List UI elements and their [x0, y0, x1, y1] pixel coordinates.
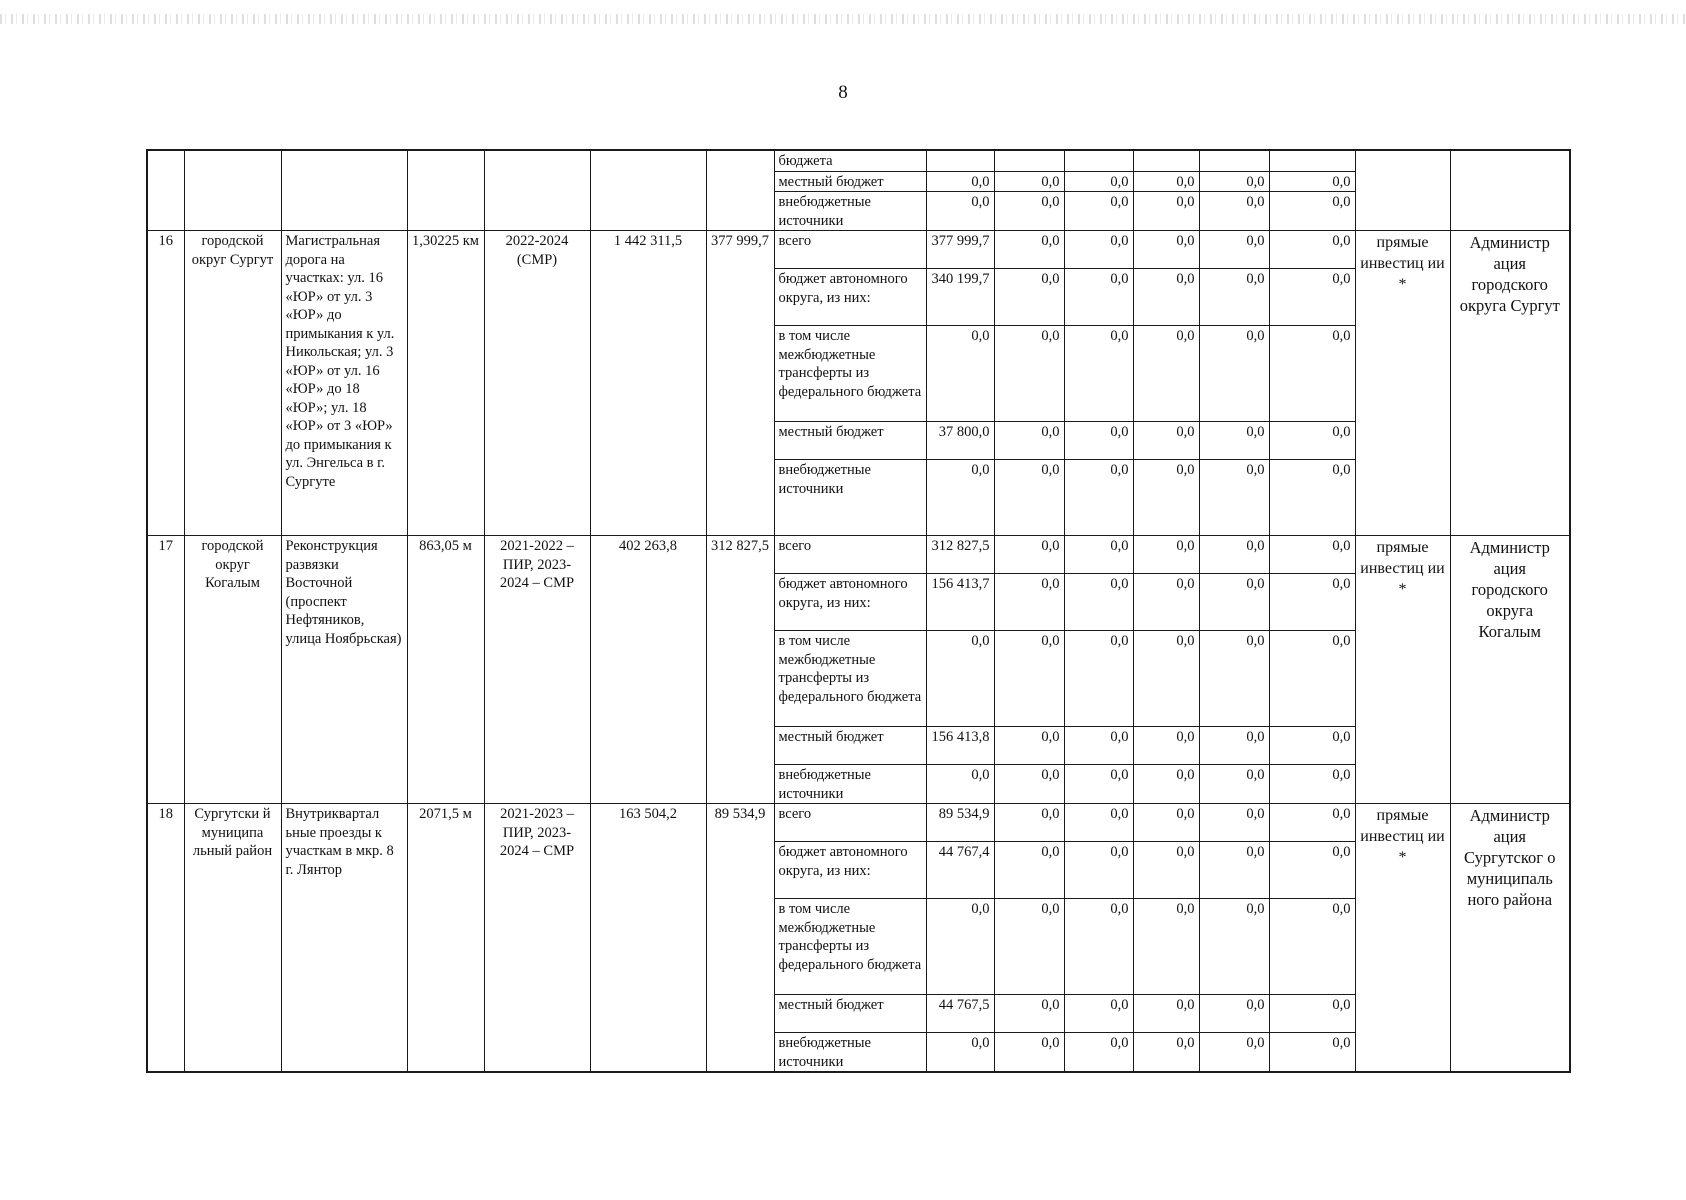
value-cell: 0,0	[1199, 842, 1269, 899]
value-cell: 0,0	[1133, 804, 1199, 842]
value-cell: 0,0	[1133, 231, 1199, 269]
value-cell: 0,0	[1133, 842, 1199, 899]
period-cell: 2022-2024 (СМР)	[484, 231, 590, 536]
cost-cell: 402 263,8	[590, 536, 706, 804]
value-cell	[1064, 150, 1133, 171]
value-cell: 0,0	[1064, 995, 1133, 1033]
value-cell: 0,0	[994, 231, 1064, 269]
value-cell: 0,0	[1269, 171, 1355, 192]
value-cell: 0,0	[1199, 269, 1269, 326]
value-cell: 0,0	[1199, 326, 1269, 422]
capacity-cell: 863,05 м	[407, 536, 484, 804]
value-cell	[926, 150, 994, 171]
value-cell: 0,0	[1269, 899, 1355, 995]
empty-cell	[484, 150, 590, 231]
value-cell: 0,0	[1064, 536, 1133, 574]
value-cell: 0,0	[994, 460, 1064, 536]
value-cell: 0,0	[994, 422, 1064, 460]
funding-source-cell: бюджет автономного округа, из них:	[774, 574, 926, 631]
value-cell: 0,0	[994, 574, 1064, 631]
value-cell: 0,0	[926, 326, 994, 422]
value-cell: 0,0	[1199, 231, 1269, 269]
value-cell: 0,0	[926, 899, 994, 995]
value-cell: 0,0	[1064, 269, 1133, 326]
value-cell: 312 827,5	[926, 536, 994, 574]
value-cell: 0,0	[1269, 842, 1355, 899]
funding-source-cell: бюджет автономного округа, из них:	[774, 842, 926, 899]
remainder-cell: 377 999,7	[706, 231, 774, 536]
scan-noise-strip	[0, 14, 1686, 24]
value-cell: 0,0	[1269, 422, 1355, 460]
funding-source-cell: внебюджетные источники	[774, 1033, 926, 1073]
value-cell: 0,0	[1269, 995, 1355, 1033]
cost-cell: 163 504,2	[590, 804, 706, 1073]
value-cell: 0,0	[1133, 899, 1199, 995]
investment-form-cell: прямые инвестиц ии *	[1355, 804, 1450, 1073]
value-cell: 0,0	[1199, 765, 1269, 804]
value-cell: 0,0	[1199, 574, 1269, 631]
funding-source-cell: местный бюджет	[774, 422, 926, 460]
funding-source-cell: всего	[774, 231, 926, 269]
value-cell: 0,0	[994, 536, 1064, 574]
empty-cell	[590, 150, 706, 231]
value-cell: 0,0	[994, 326, 1064, 422]
value-cell: 0,0	[1269, 536, 1355, 574]
value-cell: 0,0	[1133, 574, 1199, 631]
value-cell: 0,0	[994, 192, 1064, 231]
investment-form-cell: прямые инвестиц ии *	[1355, 536, 1450, 804]
value-cell: 0,0	[926, 765, 994, 804]
value-cell: 89 534,9	[926, 804, 994, 842]
capacity-cell: 2071,5 м	[407, 804, 484, 1073]
value-cell: 0,0	[1199, 899, 1269, 995]
value-cell: 0,0	[1064, 765, 1133, 804]
row-number-cell: 18	[147, 804, 184, 1073]
value-cell: 377 999,7	[926, 231, 994, 269]
value-cell: 0,0	[926, 1033, 994, 1073]
value-cell: 0,0	[1064, 899, 1133, 995]
funding-source-cell: местный бюджет	[774, 727, 926, 765]
table-row	[147, 150, 1570, 171]
empty-cell	[1450, 150, 1570, 231]
value-cell: 0,0	[1064, 804, 1133, 842]
value-cell: 0,0	[1064, 1033, 1133, 1073]
value-cell: 0,0	[1199, 422, 1269, 460]
table-row	[147, 804, 1570, 842]
capacity-cell: 1,30225 км	[407, 231, 484, 536]
value-cell: 0,0	[1064, 574, 1133, 631]
value-cell: 0,0	[926, 192, 994, 231]
value-cell: 0,0	[1269, 1033, 1355, 1073]
value-cell: 0,0	[994, 1033, 1064, 1073]
value-cell: 0,0	[1064, 727, 1133, 765]
value-cell: 0,0	[1269, 727, 1355, 765]
value-cell: 0,0	[1199, 192, 1269, 231]
funding-source-cell: местный бюджет	[774, 171, 926, 192]
value-cell: 44 767,5	[926, 995, 994, 1033]
value-cell: 0,0	[1199, 631, 1269, 727]
value-cell: 156 413,8	[926, 727, 994, 765]
funding-source-cell: всего	[774, 804, 926, 842]
value-cell: 0,0	[1199, 171, 1269, 192]
responsible-body-cell: Администр ация городского округа Когалым	[1450, 536, 1570, 804]
value-cell: 0,0	[994, 995, 1064, 1033]
value-cell: 0,0	[1199, 460, 1269, 536]
value-cell: 0,0	[1269, 574, 1355, 631]
funding-source-cell: местный бюджет	[774, 995, 926, 1033]
value-cell	[1133, 150, 1199, 171]
empty-cell	[1355, 150, 1450, 231]
value-cell	[994, 150, 1064, 171]
responsible-body-cell: Администр ация городского округа Сургут	[1450, 231, 1570, 536]
value-cell: 0,0	[1133, 536, 1199, 574]
funding-source-cell: бюджет автономного округа, из них:	[774, 269, 926, 326]
object-name-cell: Внутриквартал ьные проезды к участкам в мкр. 8 г. Лянтор	[281, 804, 407, 1073]
value-cell: 0,0	[1133, 727, 1199, 765]
value-cell: 0,0	[1064, 460, 1133, 536]
value-cell: 0,0	[1064, 231, 1133, 269]
value-cell: 0,0	[1133, 1033, 1199, 1073]
value-cell: 0,0	[1269, 765, 1355, 804]
empty-cell	[706, 150, 774, 231]
territory-cell: городской округ Сургут	[184, 231, 281, 536]
value-cell: 0,0	[1064, 631, 1133, 727]
cost-cell: 1 442 311,5	[590, 231, 706, 536]
value-cell: 0,0	[1199, 804, 1269, 842]
value-cell: 0,0	[1064, 326, 1133, 422]
value-cell: 0,0	[994, 804, 1064, 842]
value-cell: 156 413,7	[926, 574, 994, 631]
value-cell: 0,0	[1133, 269, 1199, 326]
value-cell: 0,0	[994, 631, 1064, 727]
page-number: 8	[838, 82, 848, 103]
investment-form-cell: прямые инвестиц ии *	[1355, 231, 1450, 536]
value-cell	[1199, 150, 1269, 171]
value-cell: 0,0	[926, 631, 994, 727]
value-cell	[1269, 150, 1355, 171]
value-cell: 0,0	[1199, 727, 1269, 765]
object-name-cell: Магистральная дорога на участках: ул. 16 «ЮР» от ул. 3 «ЮР» до примыкания к ул. Никольская; ул. 3 «ЮР» от ул. 16 «ЮР» до 18 «ЮР»; ул. 18 «ЮР» от 3 «ЮР» до примыкания к ул. Энгельса в г. Сургуте	[281, 231, 407, 536]
period-cell: 2021-2023 – ПИР, 2023-2024 – СМР	[484, 804, 590, 1073]
empty-cell	[147, 150, 184, 231]
value-cell: 0,0	[1199, 995, 1269, 1033]
value-cell: 0,0	[1199, 536, 1269, 574]
table-row	[147, 231, 1570, 269]
investment-table	[146, 149, 1571, 1073]
funding-source-cell: внебюджетные источники	[774, 765, 926, 804]
value-cell: 0,0	[1133, 995, 1199, 1033]
value-cell: 0,0	[994, 269, 1064, 326]
value-cell: 0,0	[1133, 171, 1199, 192]
remainder-cell: 89 534,9	[706, 804, 774, 1073]
value-cell: 0,0	[1199, 1033, 1269, 1073]
value-cell: 0,0	[1133, 326, 1199, 422]
value-cell: 0,0	[994, 842, 1064, 899]
value-cell: 0,0	[994, 899, 1064, 995]
value-cell: 0,0	[926, 171, 994, 192]
territory-cell: Сургутски й муниципа льный район	[184, 804, 281, 1073]
object-name-cell: Реконструкция развязки Восточной (проспект Нефтяников, улица Ноябрьская)	[281, 536, 407, 804]
funding-source-cell: всего	[774, 536, 926, 574]
value-cell: 0,0	[1064, 422, 1133, 460]
value-cell: 0,0	[1133, 631, 1199, 727]
empty-cell	[184, 150, 281, 231]
value-cell: 0,0	[1133, 192, 1199, 231]
funding-source-cell: внебюджетные источники	[774, 460, 926, 536]
value-cell: 0,0	[1133, 422, 1199, 460]
period-cell: 2021-2022 – ПИР, 2023-2024 – СМР	[484, 536, 590, 804]
value-cell: 37 800,0	[926, 422, 994, 460]
value-cell: 0,0	[1064, 171, 1133, 192]
funding-source-cell: в том числе межбюджетные трансферты из федерального бюджета	[774, 631, 926, 727]
value-cell: 0,0	[1064, 192, 1133, 231]
row-number-cell: 17	[147, 536, 184, 804]
row-number-cell: 16	[147, 231, 184, 536]
value-cell: 340 199,7	[926, 269, 994, 326]
value-cell: 0,0	[1133, 460, 1199, 536]
funding-source-cell: в том числе межбюджетные трансферты из федерального бюджета	[774, 326, 926, 422]
funding-source-cell: в том числе межбюджетные трансферты из федерального бюджета	[774, 899, 926, 995]
value-cell: 0,0	[1269, 460, 1355, 536]
empty-cell	[281, 150, 407, 231]
value-cell: 0,0	[1269, 231, 1355, 269]
funding-source-cell: бюджета	[774, 150, 926, 171]
value-cell: 0,0	[1269, 804, 1355, 842]
value-cell: 0,0	[926, 460, 994, 536]
territory-cell: городской округ Когалым	[184, 536, 281, 804]
empty-cell	[407, 150, 484, 231]
funding-source-cell: внебюджетные источники	[774, 192, 926, 231]
value-cell: 0,0	[994, 171, 1064, 192]
responsible-body-cell: Администр ация Сургутског о муниципаль ного района	[1450, 804, 1570, 1073]
value-cell: 0,0	[1064, 842, 1133, 899]
value-cell: 44 767,4	[926, 842, 994, 899]
value-cell: 0,0	[994, 727, 1064, 765]
value-cell: 0,0	[1269, 192, 1355, 231]
value-cell: 0,0	[1133, 765, 1199, 804]
value-cell: 0,0	[1269, 269, 1355, 326]
value-cell: 0,0	[1269, 326, 1355, 422]
table-row	[147, 536, 1570, 574]
value-cell: 0,0	[994, 765, 1064, 804]
value-cell: 0,0	[1269, 631, 1355, 727]
remainder-cell: 312 827,5	[706, 536, 774, 804]
